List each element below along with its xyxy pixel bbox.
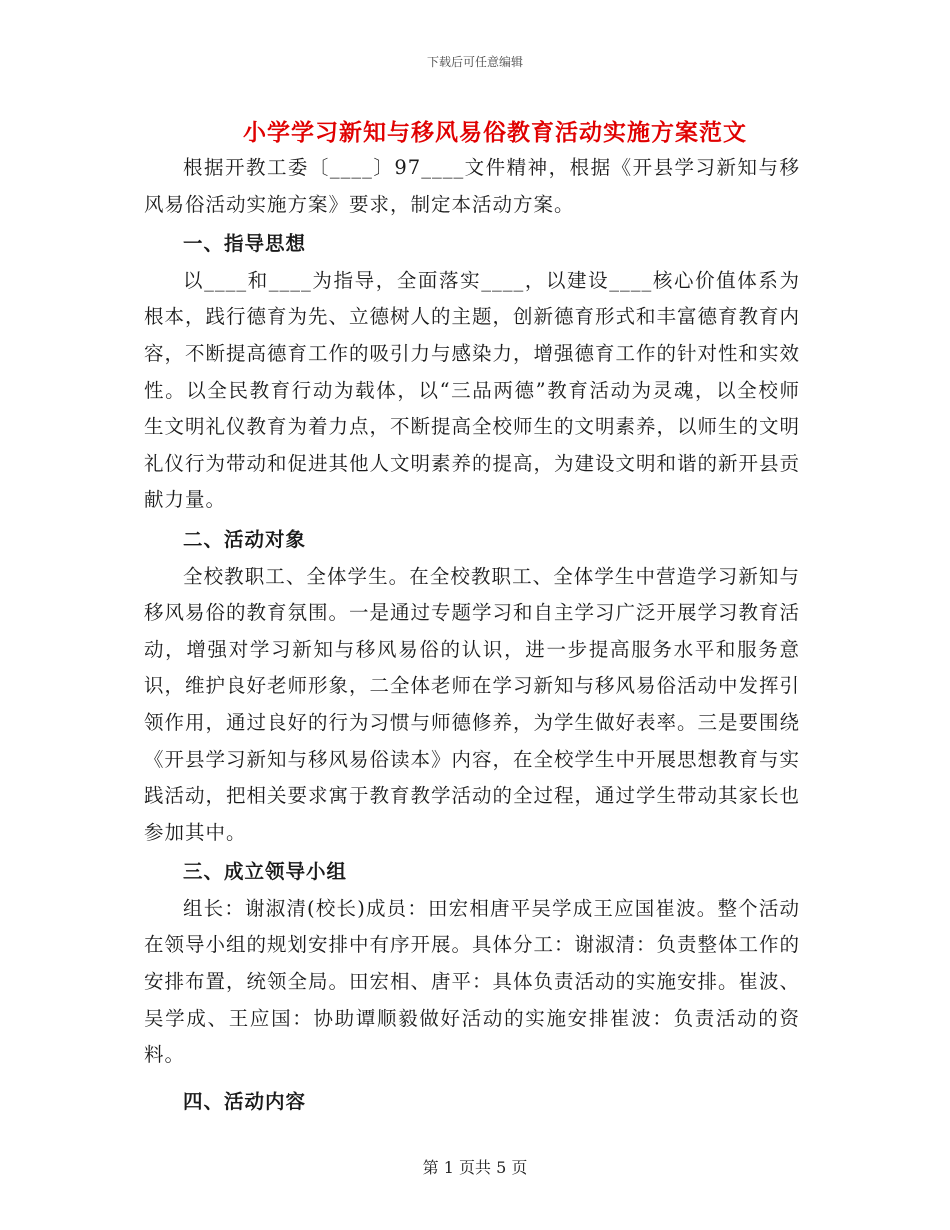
section-heading: 三、成立领导小组	[183, 860, 348, 884]
page-number: 第 1 页共 5 页	[422, 1158, 528, 1177]
section-heading: 一、指导思想	[183, 232, 307, 256]
section-paragraph: 组长：谢淑清(校长)成员：田宏相唐平吴学成王应国崔波。整个活动在领导小组的规划安排中有序开展。具体分工：谢淑清：负责整体工作的安排布置，统领全局。田宏相、唐平：具体负责活动的实施安排。崔波、吴学成、王应国：协助谭顺毅做好活动的实施安排崔波：负责活动的资料。	[144, 896, 801, 1067]
section-heading-activity-content: 四、活动内容	[183, 1089, 307, 1113]
section-leadership-group	[144, 854, 800, 1074]
section-paragraph: 以____和____为指导，全面落实____，以建设____核心价值体系为根本，践行德育为先、立德树人的主题，创新德育形式和丰富德育教育内容，不断提高德育工作的吸引力与感染力，增强德育工作的针对性和实效性。以全民教育行动为载体，以“三品两德”教育活动为灵魂，以全校师生文明礼仪教育为着力点，不断提高全校师生的文明素养，以师生的文明礼仪行为带动和促进其他人文明素养的提高，为建设文明和谐的新开县贡献力量。	[144, 268, 801, 512]
intro-paragraph: 根据开教工委〔____〕97____文件精神，根据《开县学习新知与移风易俗活动实施方案》要求，制定本活动方案。	[144, 156, 800, 216]
document-body	[144, 150, 800, 1120]
section-guiding-ideology	[144, 226, 800, 519]
section-heading: 二、活动对象	[183, 527, 307, 551]
page-header-note: 下载后可任意编辑	[426, 55, 523, 69]
section-activity-target	[144, 522, 800, 851]
document-title: 小学学习新知与移风易俗教育活动实施方案范文	[243, 119, 747, 146]
section-paragraph: 全校教职工、全体学生。在全校教职工、全体学生中营造学习新知与移风易俗的教育氛围。一是通过专题学习和自主学习广泛开展学习教育活动，增强对学习新知与移风易俗的认识，进一步提高服务水平和服务意识，维护良好老师形象，二全体老师在学习新知与移风易俗活动中发挥引领作用，通过良好的行为习惯与师德修养，为学生做好表率。三是要围绕《开县学习新知与移风易俗读本》内容，在全校学生中开展思想教育与实践活动，把相关要求寓于教育教学活动的全过程，通过学生带动其家长也参加其中。	[144, 564, 801, 844]
